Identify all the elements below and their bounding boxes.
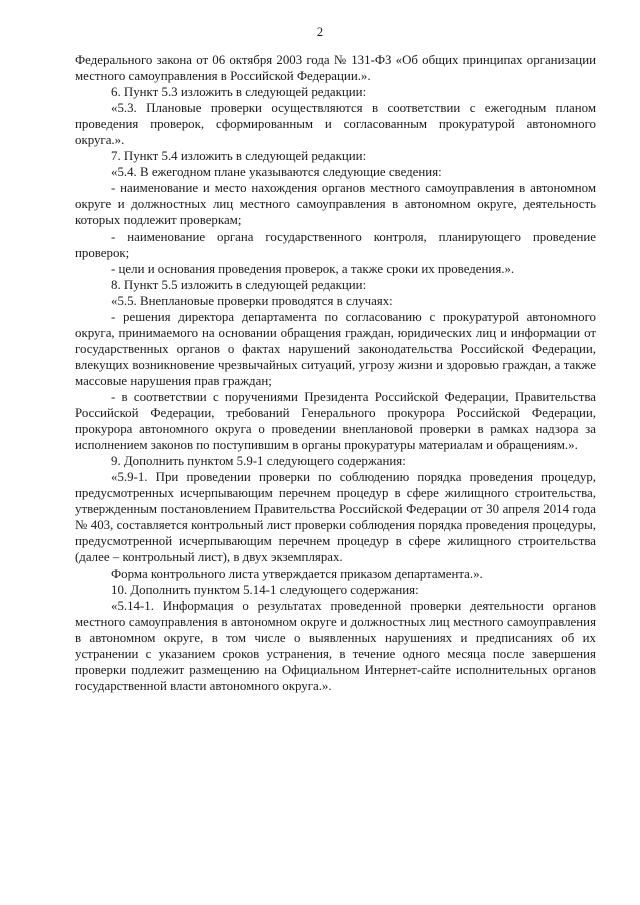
paragraph-1: Федерального закона от 06 октября 2003 года № 131-ФЗ «Об общих принципах организации местного самоуправления в Российской Федерации.».	[75, 53, 596, 84]
page-number: 2	[316, 25, 324, 39]
paragraph-16: 10. Дополнить пунктом 5.14-1 следующего содержания:	[111, 582, 419, 597]
paragraph-2: 6. Пункт 5.3 изложить в следующей редакции:	[111, 85, 367, 100]
paragraph-10: «5.5. Внеплановые проверки проводятся в случаях:	[111, 293, 393, 308]
paragraph-6: - наименование и место нахождения органов местного самоуправления в автономном округе и должностных лиц местного самоуправления в автономном округе, деятельность которых подлежит проверкам;	[75, 181, 596, 228]
paragraph-15: Форма контрольного листа утверждается приказом департамента.».	[111, 566, 483, 581]
paragraph-3: «5.3. Плановые проверки осуществляются в соответствии с ежегодным планом проведения проверок, сформированным и согласованным прокуратурой автономного округа.».	[75, 101, 596, 148]
paragraph-8: - цели и основания проведения проверок, а также сроки их проведения.».	[111, 261, 515, 276]
paragraph-5: «5.4. В ежегодном плане указываются следующие сведения:	[111, 165, 442, 180]
paragraph-11: - решения директора департамента по согласованию с прокуратурой автономного округа, принимаемого на основании обращения граждан, юридических лиц и информации от государственных органов о фактах нарушений законодательства Российской Федерации, влекущих возникновение чрезвычайных ситуаций, угрозу жизни и здоровью граждан, а также массовые нарушения прав граждан;	[75, 309, 596, 388]
paragraph-9: 8. Пункт 5.5 изложить в следующей редакции:	[111, 277, 367, 292]
document-body	[75, 52, 596, 694]
paragraph-17: «5.14-1. Информация о результатах проведенной проверки деятельности органов местного самоуправления в автономном округе и должностных лиц местного самоуправления в автономном округе, в том числе о выявленных нарушениях и предписаниях об их устранении с указанием сроков устранения, в течение одного месяца после завершения проверки подлежит размещению на Официальном Интернет-сайте исполнительных органов государственной власти автономного округа.».	[75, 598, 596, 693]
paragraph-7: - наименование органа государственного контроля, планирующего проведение проверок;	[75, 229, 596, 260]
paragraph-14: «5.9-1. При проведении проверки по соблюдению порядка проведения процедур, предусмотренных исчерпывающим перечнем процедур в сфере жилищного строительства, утвержденным постановлением Правительства Российской Федерации от 30 апреля 2014 года № 403, составляется контрольный лист проверки соблюдения порядка проведения процедуры, предусмотренной исчерпывающим перечнем процедур в сфере жилищного строительства (далее – контрольный лист), в двух экземплярах.	[75, 470, 596, 565]
paragraph-4: 7. Пункт 5.4 изложить в следующей редакции:	[111, 149, 367, 164]
paragraph-12: - в соответствии с поручениями Президента Российской Федерации, Правительства Российской Федерации, требований Генерального прокурора Российской Федерации, прокурора автономного округа о проведении внеплановой проверки в рамках надзора за исполнением законов по поступившим в органы прокуратуры материалам и обращениям.».	[75, 389, 596, 453]
paragraph-13: 9. Дополнить пунктом 5.9-1 следующего содержания:	[111, 454, 406, 469]
